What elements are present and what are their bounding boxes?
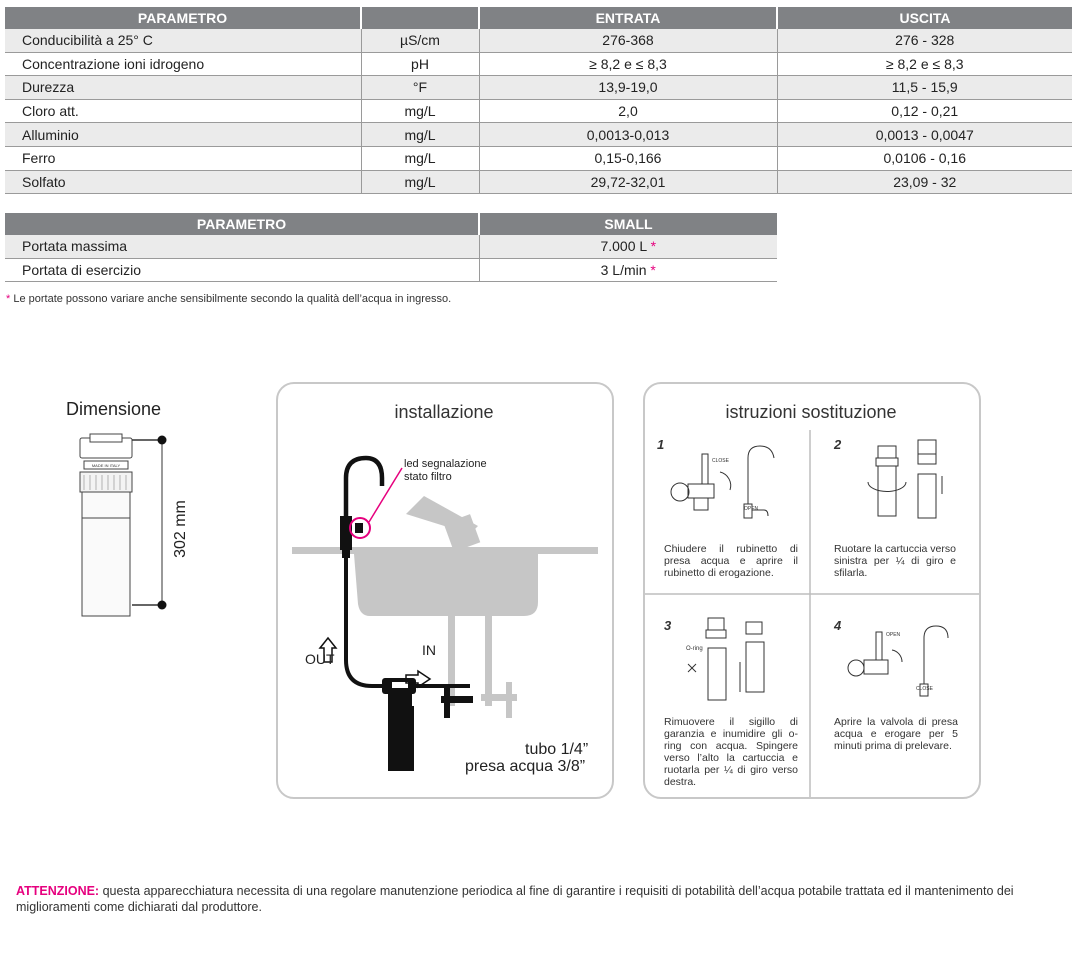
table-row — [5, 52, 1072, 76]
cell-parameter: Alluminio — [5, 123, 361, 147]
cell-parameter: Concentrazione ioni idrogeno — [5, 52, 361, 76]
step-3-text: Rimuovere il sigillo di garanzia e inumidire gli o-ring con acqua. Spingere verso l’alto la cartuccia e ruotarla per ¼ di giro verso destra. — [664, 716, 798, 788]
attention-label: ATTENZIONE: — [16, 884, 100, 898]
header-entrata: ENTRATA — [479, 7, 777, 29]
cell-parameter: Portata massima — [5, 235, 479, 258]
cell-entrata: 13,9-19,0 — [479, 76, 777, 100]
inlet-label: presa acqua 3/8” — [465, 758, 586, 775]
cell-entrata: ≥ 8,2 e ≤ 8,3 — [479, 52, 777, 76]
cell-uscita: ≥ 8,2 e ≤ 8,3 — [777, 52, 1072, 76]
cell-uscita: 23,09 - 32 — [777, 170, 1072, 194]
header-small: SMALL — [479, 213, 777, 235]
step-2-number: 2 — [834, 437, 842, 452]
water-parameters-table — [5, 7, 1072, 194]
dimension-title: Dimensione — [66, 399, 162, 419]
cell-uscita: 0,0106 - 0,16 — [777, 146, 1072, 170]
value: 7.000 L — [600, 238, 647, 255]
step-4-illustration — [842, 620, 962, 700]
in-label: IN — [422, 642, 436, 658]
cell-uscita: 0,12 - 0,21 — [777, 99, 1072, 123]
tube-label: tubo 1/4” — [525, 741, 589, 758]
cell-unit: mg/L — [361, 170, 479, 194]
attention-note — [16, 883, 1076, 915]
cell-parameter: Solfato — [5, 170, 361, 194]
out-label: OUT — [305, 651, 335, 667]
made-in-italy-label: MADE IN ITALY — [91, 463, 121, 468]
step-1-close-label: CLOSE — [712, 458, 729, 464]
table-header-row — [5, 213, 777, 235]
cell-uscita: 276 - 328 — [777, 29, 1072, 52]
cell-small — [479, 235, 777, 258]
cell-small — [479, 258, 777, 282]
dimension-measure: 302 mm — [172, 500, 189, 558]
cell-entrata: 2,0 — [479, 99, 777, 123]
asterisk: * — [650, 261, 656, 278]
cell-parameter: Cloro att. — [5, 99, 361, 123]
value: 3 L/min — [600, 261, 647, 278]
cell-uscita: 0,0013 - 0,0047 — [777, 123, 1072, 147]
step-4-open-label: OPEN — [886, 632, 901, 638]
led-label-line2: stato filtro — [404, 471, 452, 483]
header-unit — [361, 7, 479, 29]
step-1-text: Chiudere il rubinetto di presa acqua e aprire il rubinetto di erogazione. — [664, 543, 798, 579]
cell-parameter: Durezza — [5, 76, 361, 100]
cell-parameter: Conducibilità a 25° C — [5, 29, 361, 52]
flow-rate-table — [5, 213, 777, 282]
footnote-asterisk: * — [6, 293, 11, 305]
step-1-number: 1 — [657, 437, 665, 452]
cell-unit: °F — [361, 76, 479, 100]
step-2-text: Ruotare la cartuccia verso sinistra per ¼ di giro e sfilarla. — [834, 543, 956, 579]
table-row — [5, 235, 777, 258]
cell-entrata: 0,15-0,166 — [479, 146, 777, 170]
replacement-title: istruzioni sostituzione — [725, 402, 897, 422]
table-row — [5, 76, 1072, 100]
step-3-illustration — [684, 612, 794, 704]
step-4-close-label: CLOSE — [916, 686, 933, 692]
cell-unit: mg/L — [361, 123, 479, 147]
table-row — [5, 123, 1072, 147]
led-label-line1: led segnalazione — [404, 458, 487, 470]
cell-unit: pH — [361, 52, 479, 76]
step-2-illustration — [862, 434, 962, 526]
cell-entrata: 29,72-32,01 — [479, 170, 777, 194]
header-uscita: USCITA — [777, 7, 1072, 29]
table-row — [5, 146, 1072, 170]
step-3-oring-label: O-ring — [686, 646, 703, 652]
step-1-open-label: OPEN — [744, 506, 759, 512]
table-row — [5, 29, 1072, 52]
step-4-number: 4 — [834, 618, 842, 633]
attention-text: questa apparecchiatura necessita di una regolare manutenzione periodica al fine di garantire i requisiti di potabilità dell’acqua potabile trattata ed il mantenimento dei miglioramenti come dichiarati dal produttore. — [16, 884, 1014, 914]
step-3-number: 3 — [664, 618, 672, 633]
cell-unit: mg/L — [361, 146, 479, 170]
footnote-text: Le portate possono variare anche sensibilmente secondo la qualità dell’acqua in ingresso. — [10, 293, 452, 305]
table-row — [5, 170, 1072, 194]
header-parametro: PARAMETRO — [5, 213, 479, 235]
cell-uscita: 11,5 - 15,9 — [777, 76, 1072, 100]
installation-diagram — [278, 430, 608, 790]
table-row — [5, 99, 1072, 123]
table-header-row — [5, 7, 1072, 29]
step-1-illustration — [664, 444, 804, 522]
cell-parameter: Ferro — [5, 146, 361, 170]
footnote — [6, 293, 451, 305]
installation-title: installazione — [394, 402, 494, 422]
asterisk: * — [650, 238, 657, 255]
header-parametro: PARAMETRO — [5, 7, 361, 29]
cell-parameter: Portata di esercizio — [5, 258, 479, 282]
cell-unit: µS/cm — [361, 29, 479, 52]
cell-unit: mg/L — [361, 99, 479, 123]
step-4-text: Aprire la valvola di presa acqua e erogare per 5 minuti prima di prelevare. — [834, 716, 958, 752]
cell-entrata: 0,0013-0,013 — [479, 123, 777, 147]
cell-entrata: 276-368 — [479, 29, 777, 52]
table-row — [5, 258, 777, 282]
